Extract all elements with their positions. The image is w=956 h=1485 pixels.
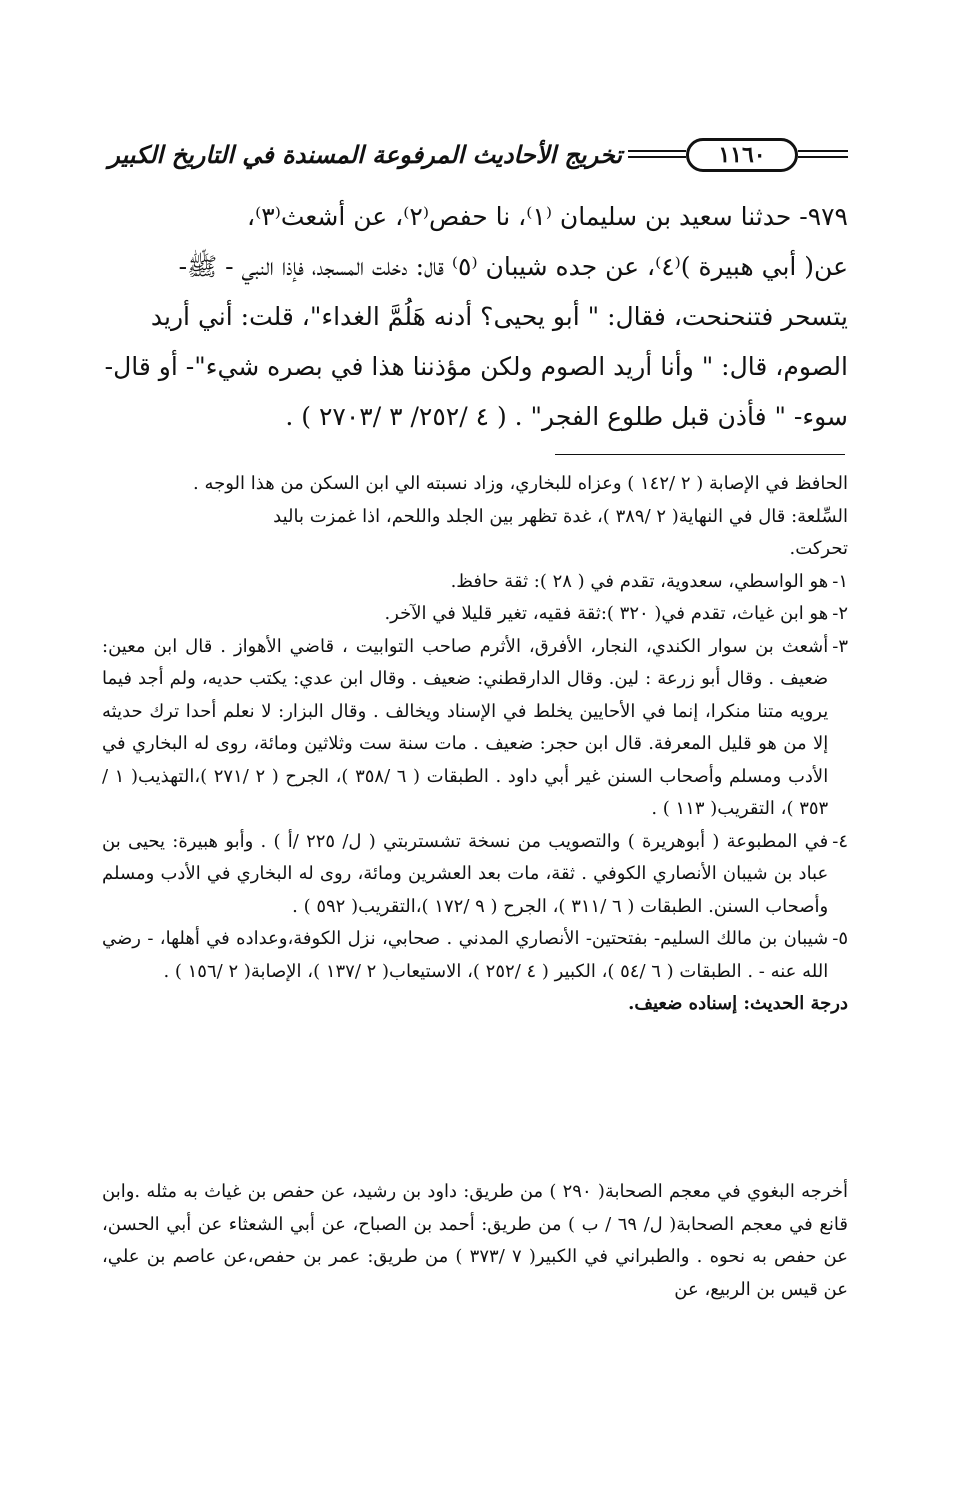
footnote-item: [102, 826, 848, 924]
footnote-carryover-line: الحافظ في الإصابة ( ٢ /١٤٢ ) وعزاه للبخاري، وزاد نسبته الي ابن السكن من هذا الوجه .: [193, 473, 848, 494]
hadith-line: سوء- " فأذن قبل طلوع الفجر" . ( ٤ /٢٥٢/ ٣ /٢٧٠٣ ) .: [285, 402, 848, 431]
footnote-number: ٥-: [832, 928, 848, 949]
footnote-carryover-line: تحركت.: [789, 538, 848, 559]
footnote-number: ١-: [832, 570, 848, 592]
footnote-text: شيبان بن مالك السليم- بفتحتين- الأنصاري المدني . صحابي، نزل الكوفة،وعداده في أهلها، - رضي الله عنه - . الطبقات ( ٦ /٥٤ )، الكبير ( ٤ /٢٥٢ )، الاستيعاب( ٢ /١٣٧ )، الإصابة( ٢ /١٥٦ ) .: [102, 928, 829, 982]
footnote-item: [102, 923, 848, 988]
hadith-line: الصوم، قال: " وأنا أريد الصوم ولكن مؤذننا هذا في بصره شيء"- أو قال-: [104, 352, 848, 381]
footnote-text: هو ابن غياث، تقدم في( ٣٢٠ ):ثقة فقيه، تغير قليلا في الآخر.: [384, 603, 829, 624]
footnote-item: [102, 566, 848, 599]
running-title: تخريج الأحاديث المرفوعة المسندة في التاريخ الكبير: [108, 140, 622, 169]
footnote-carryover-line: السِّلعة: قال في النهاية( ٢ /٣٨٩ )، غدة تظهر بين الجلد واللحم، اذا غمزت باليد: [273, 505, 848, 527]
footnote-item: [102, 631, 848, 826]
hadith-line: يتسحر فتنحنحت، فقال: " أبو يحيى؟ أدنه هَلُمَّ الغداء"، قلت: أني أريد: [150, 302, 848, 331]
footnote-text: أشعث بن سوار الكندي، النجار، الأفرق، الأثرم صاحب التوابيت ، قاضي الأهواز . قال ابن معين: ضعيف . وقال أبو زرعة : لين. وقال الدارقطني: ضعيف . وقال ابن عدي: يكتب حديه، ولم أجد فيما يرويه متنا منكرا، إنما في الأحايين يخلط في الإسناد ويخالف . وقال البزار: لا نعلم أحدا ترك حديثه إلا من هو قليل المعرفة. قال ابن حجر: ضعيف . مات سنة ست وثلاثين ومائة، روى له البخاري في الأدب ومسلم وأصحاب السنن غير أبي داود . الطبقات ( ٦ /٣٥٨ )، الجرح ( ٢ /٢٧١ )،التهذيب( ١ /٣٥٣ )، التقريب( ١١٣ ) .: [102, 635, 829, 819]
footnotes: [102, 468, 848, 1021]
footnote-number: ٢-: [832, 603, 848, 624]
hadith-grade: درجة الحديث: إسناده ضعيف.: [628, 993, 848, 1014]
header-rule: [628, 150, 686, 152]
footnote-text: في المطبوعة ( أبوهريرة ) والتصويب من نسخة تشستربتي ( ل/ ٢٢٥ /أ ) . وأبو هبيرة: يحيى بن عباد بن شيبان الأنصاري الكوفي . ثقة، مات بعد العشرين ومائة، روى له البخاري في الأدب ومسلم وأصحاب السنن. الطبقات ( ٦ /٣١١ )، الجرح ( ٩ /١٧٢ )،التقريب( ٥٩٢ ) .: [102, 830, 829, 917]
footnote-number: ٣-: [832, 635, 848, 657]
footnote-item: [102, 598, 848, 631]
header-rule: [798, 156, 848, 158]
takhrij-paragraph: [102, 1176, 848, 1306]
takhrij-text: أخرجه البغوي في معجم الصحابة( ٢٩٠ ) من طريق: داود بن رشيد، عن حفص بن غياث به مثله .وابن قانع في معجم الصحابة( ل/ ٦٩ / ب ) من طريق: أحمد بن الصباح، عن أبي الشعثاء عن أبي الحسن، عن حفص به نحوه . والطبراني في الكبير( ٧ /٣٧٣ ) من طريق: عمر بن حفص،عن عاصم بن علي، عن قيس بن الربيع، عن: [102, 1181, 848, 1300]
page-header: [98, 138, 848, 178]
footnote-text: هو الواسطي، سعدوية، تقدم في ( ٢٨ ): ثقة حافظ.: [450, 570, 829, 592]
hadith-text: [102, 192, 848, 442]
page-number-badge: ١١٦٠: [686, 138, 798, 172]
hadith-line: ٩٧٩- حدثنا سعيد بن سليمان ⁽١⁾، نا حفص⁽٢⁾، عن أشعث⁽٣⁾،: [247, 202, 848, 231]
header-rule: [798, 150, 848, 152]
header-rule: [628, 156, 686, 158]
footnote-number: ٤-: [832, 830, 848, 852]
hadith-line: عن( أبي هبيرة )⁽٤⁾، عن جده شيبان ⁽٥⁾ قال: دخلت المسجد، فإذا النبي - ﷺ-: [178, 252, 848, 281]
footnote-separator: [555, 454, 845, 455]
